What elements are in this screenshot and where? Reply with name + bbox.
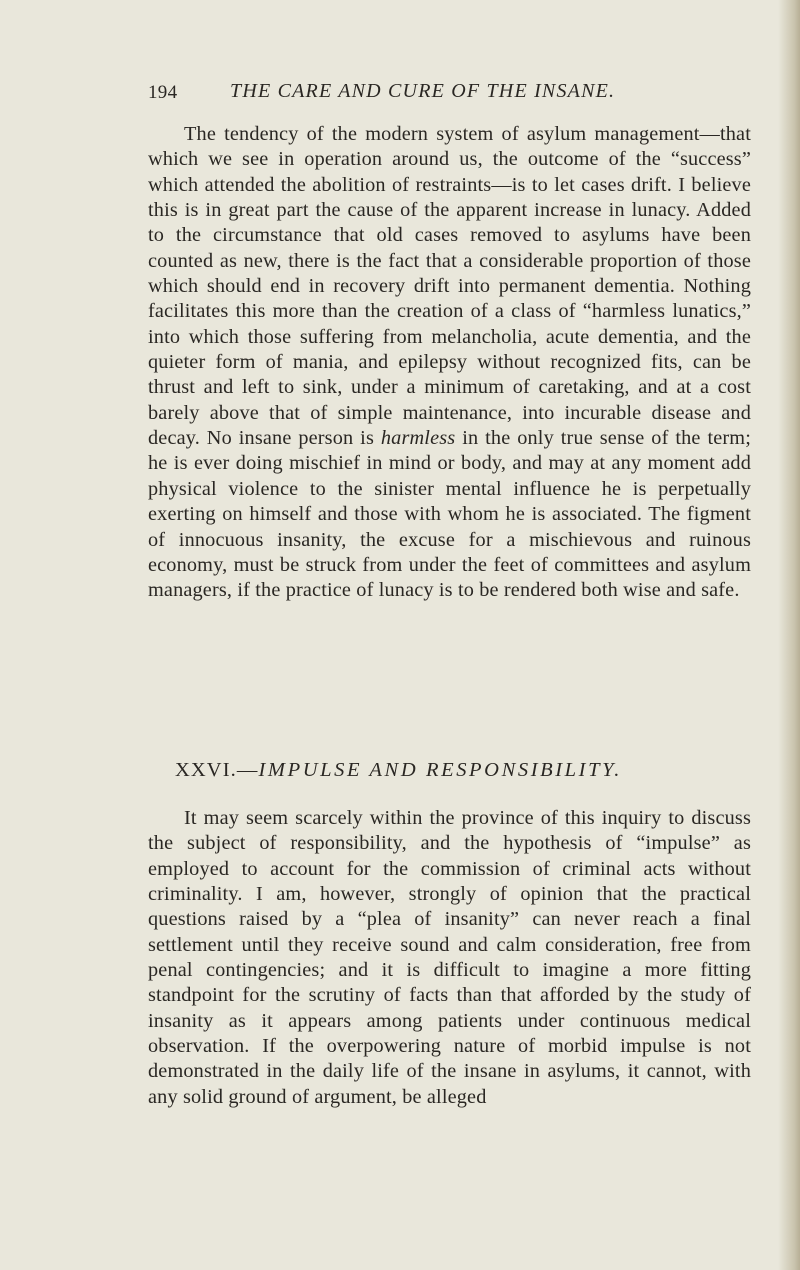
body-text-lower [148, 806, 751, 1110]
paragraph-asylum-management [148, 122, 751, 604]
body-text-upper [148, 122, 751, 604]
section-heading [175, 759, 735, 782]
paragraph-1-part-1: The tendency of the modern system of asylum management—that which we see in operation around us, the outcome of the “success” which attended the abolition of restraints—is to let cases drift. I believe this is in great part the cause of the apparent increase in lunacy. Added to the circumstance that old cases removed to asylums have been counted as new, there is the fact that a considerable proportion of those which should end in recovery drift into permanent dementia. Nothing facilitates this more than the creation of a class of “harmless lunatics,” into which those suffering from melancholia, acute dementia, and the quieter form of mania, and epilepsy without recognized fits, can be thrust and left to sink, under a minimum of caretaking, and at a cost barely above that of simple maintenance, into incurable disease and decay. No insane person is [148, 123, 751, 450]
paragraph-1-part-2: in the only true sense of the term; he is ever doing mischief in mind or body, and may at any moment add physical violence to the sinister mental influence he is perpetually exerting on himself and those with whom he is associated. The figment of innocuous insanity, the excuse for a mischievous and ruinous economy, must be struck from under the feet of committees and asylum managers, if the practice of lunacy is to be rendered both wise and safe. [148, 427, 751, 602]
section-title: IMPULSE AND RESPONSIBILITY. [258, 759, 622, 781]
emphasis-harmless: harmless [380, 427, 456, 450]
paragraph-impulse-responsibility: It may seem scarcely within the province of this inquiry to discuss the subject of responsibility, and the hypothesis of “impulse” as employed to account for the commission of criminal acts without criminality. I am, however, strongly of opinion that the practical questions raised by a “plea of insanity” can never reach a final settlement until they receive sound and calm consideration, free from penal contingencies; and it is difficult to imagine a more fitting standpoint for the scrutiny of facts than that afforded by the study of insanity as it appears among patients under continuous medical observation. If the overpowering nature of morbid impulse is not demonstrated in the daily life of the insane in asylums, it cannot, with any solid ground of argument, be alleged [148, 807, 751, 1108]
section-number: XXVI.— [175, 759, 259, 781]
running-title: THE CARE AND CURE OF THE INSANE. [230, 80, 616, 102]
running-head [148, 80, 748, 110]
page-number: 194 [148, 82, 178, 103]
page-edge-shadow [778, 0, 800, 1270]
